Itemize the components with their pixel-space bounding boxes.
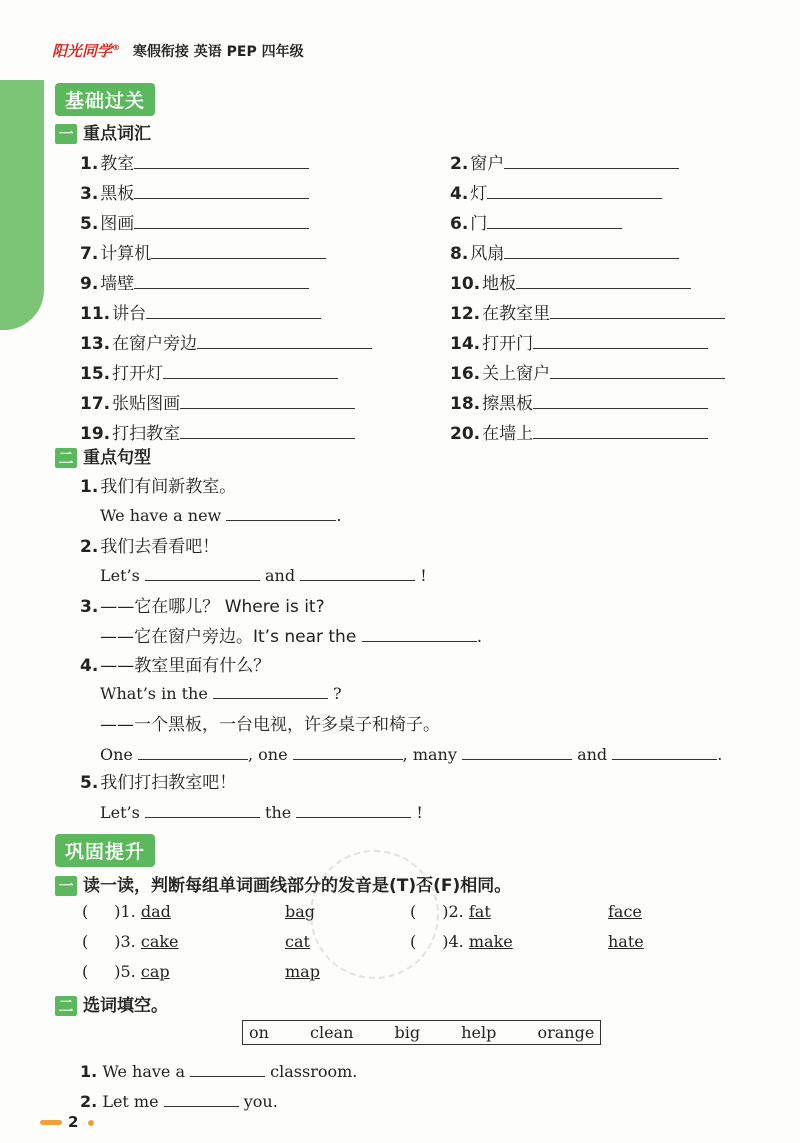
answer-blank[interactable] (151, 240, 326, 259)
part-heading-fill: 二 选词填空。 (55, 991, 168, 1016)
answer-blank[interactable] (462, 741, 572, 760)
answer-blank[interactable] (533, 330, 708, 349)
pron-item-5: ( )5. cap (82, 962, 170, 981)
section-banner-consolidate: 巩固提升 (55, 834, 155, 867)
word-bank-item: help (461, 1023, 497, 1042)
brand-logo: 阳光同学® (52, 42, 121, 60)
vocab-item: 15. 打开灯 (80, 359, 338, 384)
pron-word: map (285, 962, 320, 981)
answer-blank[interactable] (550, 300, 725, 319)
answer-blank[interactable] (296, 799, 411, 818)
answer-blank[interactable] (180, 420, 355, 439)
part-heading-sentences: 二 重点句型 (55, 443, 151, 468)
answer-blank[interactable] (213, 680, 328, 699)
answer-blank[interactable] (550, 360, 725, 379)
answer-blank[interactable] (487, 180, 662, 199)
pron-item-3: ( )3. cake (82, 932, 179, 951)
sentence-q3-line2: ——它在窗户旁边。It’s near the . (100, 622, 482, 647)
answer-blank[interactable] (504, 240, 679, 259)
answer-blank[interactable] (504, 150, 679, 169)
vocab-item: 11. 讲台 (80, 299, 321, 324)
answer-blank[interactable] (180, 390, 355, 409)
vocab-item: 10. 地板 (450, 269, 691, 294)
vocab-item: 4. 灯 (450, 179, 662, 204)
pron-item-2: ( )2. fat (410, 902, 491, 921)
answer-blank[interactable] (146, 300, 321, 319)
pron-word: cat (285, 932, 310, 951)
sentence-q1-en: We have a new . (100, 502, 341, 525)
answer-blank[interactable] (362, 623, 477, 642)
fill-q2: 2. Let me you. (80, 1088, 278, 1111)
answer-blank[interactable] (134, 150, 309, 169)
vocab-item: 12. 在教室里 (450, 299, 725, 324)
word-bank-item: big (394, 1023, 421, 1042)
header-title: 寒假衔接 英语 PEP 四年级 (132, 44, 304, 60)
fill-q1: 1. We have a classroom. (80, 1058, 357, 1081)
vocab-item: 16. 关上窗户 (450, 359, 725, 384)
answer-blank[interactable] (163, 360, 338, 379)
answer-blank[interactable] (533, 390, 708, 409)
answer-blank[interactable] (533, 420, 708, 439)
answer-blank[interactable] (138, 741, 248, 760)
answer-blank[interactable] (226, 502, 336, 521)
part-heading-pronunciation: 一 读一读，判断每组单词画线部分的发音是(T)否(F)相同。 (55, 871, 511, 896)
side-decor-strip (0, 80, 44, 330)
sentence-q5-en: Let’s the ! (100, 799, 423, 822)
vocab-item: 9. 墙壁 (80, 269, 309, 294)
vocab-item: 8. 风扇 (450, 239, 679, 264)
vocab-item: 6. 门 (450, 209, 622, 234)
answer-blank[interactable] (293, 741, 403, 760)
sentence-q1-cn: 1. 我们有间新教室。 (80, 477, 237, 497)
vocab-item: 3. 黑板 (80, 179, 309, 204)
pron-item-4: ( )4. make (410, 932, 513, 951)
vocab-item: 1. 教室 (80, 149, 309, 174)
answer-blank[interactable] (487, 210, 622, 229)
answer-blank[interactable] (164, 1088, 239, 1107)
word-bank (242, 1020, 601, 1045)
section-banner-basic: 基础过关 (55, 83, 155, 116)
word-bank-item: on (249, 1023, 269, 1042)
pron-item-1: ( )1. dad (82, 902, 171, 921)
pron-word: bag (285, 902, 316, 921)
sentence-q4-cn2: ——一个黑板，一台电视，许多桌子和椅子。 (100, 715, 440, 735)
answer-blank[interactable] (145, 562, 260, 581)
answer-blank[interactable] (197, 330, 372, 349)
answer-blank[interactable] (134, 180, 309, 199)
word-bank-item: orange (537, 1023, 595, 1042)
answer-blank[interactable] (516, 270, 691, 289)
answer-blank[interactable] (134, 270, 309, 289)
page-number: 2 (40, 1113, 94, 1131)
sentence-q4-en2: One , one , many and . (100, 741, 722, 764)
vocab-item: 14. 打开门 (450, 329, 708, 354)
vocab-item: 20. 在墙上 (450, 419, 708, 444)
vocab-item: 2. 窗户 (450, 149, 679, 174)
pron-word: face (608, 902, 642, 921)
vocab-item: 19. 打扫教室 (80, 419, 355, 444)
vocab-item: 18. 擦黑板 (450, 389, 708, 414)
sentence-q3-line1: 3. ——它在哪儿？ Where is it? (80, 597, 325, 617)
sentence-q5-cn: 5. 我们打扫教室吧！ (80, 773, 237, 793)
answer-blank[interactable] (134, 210, 309, 229)
vocab-item: 13. 在窗户旁边 (80, 329, 372, 354)
sentence-q2-cn: 2. 我们去看看吧！ (80, 537, 220, 557)
pron-word: hate (608, 932, 644, 951)
answer-blank[interactable] (612, 741, 717, 760)
part-heading-vocab: 一 重点词汇 (55, 119, 151, 144)
sentence-q2-en: Let’s and ! (100, 562, 427, 585)
vocab-item: 17. 张贴图画 (80, 389, 355, 414)
sentence-q4-en1: What’s in the ? (100, 680, 342, 703)
word-bank-item: clean (310, 1023, 354, 1042)
vocab-item: 7. 计算机 (80, 239, 326, 264)
answer-blank[interactable] (190, 1058, 265, 1077)
sentence-q4-cn: 4. ——教室里面有什么？ (80, 656, 271, 676)
answer-blank[interactable] (300, 562, 415, 581)
answer-blank[interactable] (145, 799, 260, 818)
vocab-item: 5. 图画 (80, 209, 309, 234)
header (52, 40, 304, 61)
